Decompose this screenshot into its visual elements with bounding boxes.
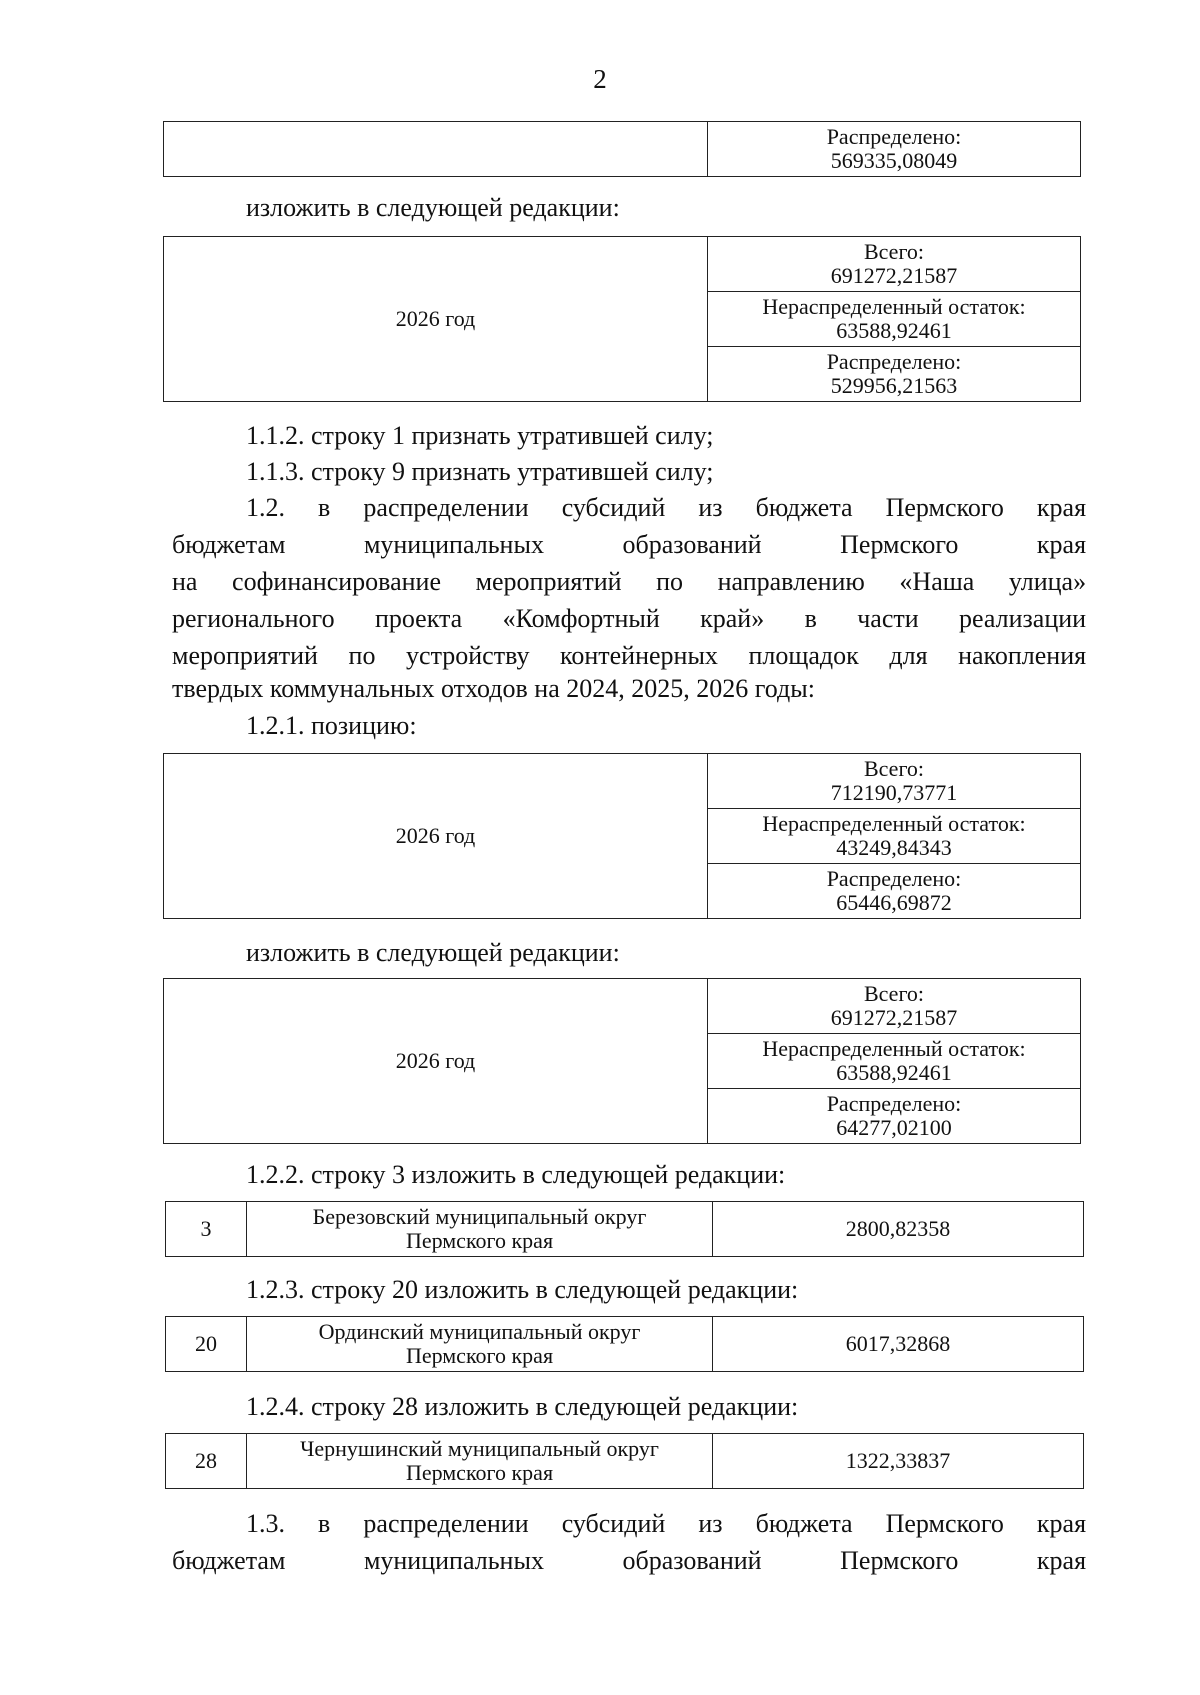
cell-value: 712190,73771: [830, 780, 958, 805]
paragraph-last-line: твердых коммунальных отходов на 2024, 2025, 2026 годы:: [172, 674, 815, 703]
municipality-name: Чернушинский муниципальный округ Пермского края: [247, 1434, 713, 1489]
cell-value: 65446,69872: [836, 890, 952, 915]
cell-label: Нераспределенный остаток:: [762, 294, 1026, 319]
paragraph-line: регионального проекта «Комфортный край» в части реализации: [172, 604, 1087, 633]
item-1-2-2: 1.2.2. строку 3 изложить в следующей редакции:: [246, 1160, 786, 1189]
table-row-3: [165, 1201, 1084, 1257]
item-1-1-2: 1.1.2. строку 1 признать утратившей силу;: [246, 421, 714, 450]
cell-value: 529956,21563: [830, 373, 958, 398]
row-number: 20: [166, 1317, 247, 1372]
cell-value: 569335,08049: [830, 148, 958, 173]
item-1-2-3: 1.2.3. строку 20 изложить в следующей редакции:: [246, 1275, 799, 1304]
distributed-cell: [708, 347, 1081, 402]
item-1-2-1: 1.2.1. позицию:: [246, 711, 417, 740]
cell-label: Распределено:: [826, 349, 962, 374]
cell-value: 691272,21587: [830, 263, 958, 288]
cell-label: Всего:: [863, 981, 925, 1006]
unallocated-cell: [708, 809, 1081, 864]
table-2026-new-2: [163, 978, 1081, 1144]
distributed-cell: [708, 122, 1081, 177]
total-cell: [708, 237, 1081, 292]
page-number: 2: [593, 64, 607, 94]
table-2026-new-1: [163, 236, 1081, 402]
cell-label: Всего:: [863, 756, 925, 781]
item-1-2-4: 1.2.4. строку 28 изложить в следующей редакции:: [246, 1392, 799, 1421]
year-cell: 2026 год: [164, 754, 708, 919]
table-row-28: [165, 1433, 1084, 1489]
cell-value: 63588,92461: [836, 1060, 952, 1085]
row-number: 3: [166, 1202, 247, 1257]
table-2026-old: [163, 753, 1081, 919]
total-cell: [708, 754, 1081, 809]
row-number: 28: [166, 1434, 247, 1489]
municipality-name: Ординский муниципальный округ Пермского края: [247, 1317, 713, 1372]
table-continuation: [163, 121, 1081, 177]
paragraph-line: 1.2. в распределении субсидий из бюджета Пермского края: [246, 493, 1087, 522]
cell-label: Нераспределенный остаток:: [762, 811, 1026, 836]
amount-cell: 6017,32868: [713, 1317, 1084, 1372]
paragraph-line: бюджетам муниципальных образований Пермского края: [172, 1546, 1087, 1575]
unallocated-cell: [708, 1034, 1081, 1089]
cell-label: Распределено:: [826, 124, 962, 149]
cell-value: 63588,92461: [836, 318, 952, 343]
cell-value: 64277,02100: [836, 1115, 952, 1140]
paragraph-line: 1.3. в распределении субсидий из бюджета Пермского края: [246, 1509, 1087, 1538]
paragraph-line: бюджетам муниципальных образований Пермского края: [172, 530, 1087, 559]
amount-cell: 2800,82358: [713, 1202, 1084, 1257]
municipality-name: Березовский муниципальный округ Пермского края: [247, 1202, 713, 1257]
cell-value: 43249,84343: [836, 835, 952, 860]
paragraph-line: мероприятий по устройству контейнерных площадок для накопления: [172, 641, 1087, 670]
intro-new-edition-2: изложить в следующей редакции:: [246, 938, 620, 967]
cell-label: Распределено:: [826, 866, 962, 891]
cell-label: Распределено:: [826, 1091, 962, 1116]
item-1-1-3: 1.1.3. строку 9 признать утратившей силу;: [246, 457, 714, 486]
total-cell: [708, 979, 1081, 1034]
distributed-cell: [708, 864, 1081, 919]
distributed-cell: [708, 1089, 1081, 1144]
year-cell: 2026 год: [164, 237, 708, 402]
cell-value: 691272,21587: [830, 1005, 958, 1030]
empty-year-cell: [164, 122, 708, 177]
amount-cell: 1322,33837: [713, 1434, 1084, 1489]
unallocated-cell: [708, 292, 1081, 347]
table-row-20: [165, 1316, 1084, 1372]
cell-label: Всего:: [863, 239, 925, 264]
intro-new-edition-1: изложить в следующей редакции:: [246, 193, 620, 222]
paragraph-line: на софинансирование мероприятий по направлению «Наша улица»: [172, 567, 1087, 596]
year-cell: 2026 год: [164, 979, 708, 1144]
cell-label: Нераспределенный остаток:: [762, 1036, 1026, 1061]
